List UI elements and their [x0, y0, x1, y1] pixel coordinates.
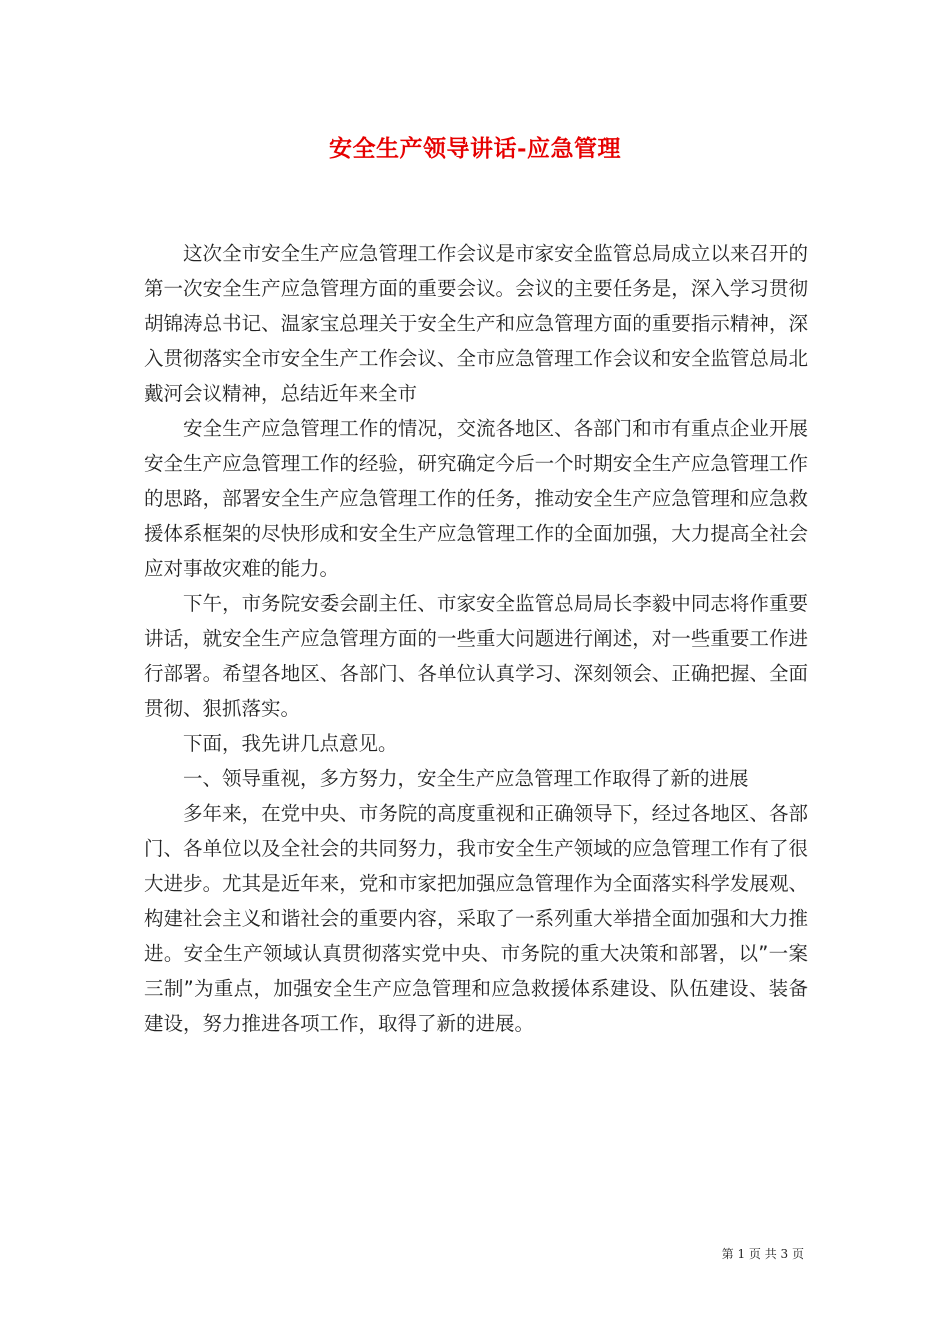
page-number-footer: 第 1 页 共 3 页	[721, 1247, 804, 1261]
paragraph-2: 安全生产应急管理工作的情况，交流各地区、各部门和市有重点企业开展安全生产应急管理工作的经验，研究确定今后一个时期安全生产应急管理工作的思路，部署安全生产应急管理工作的任务，推动安全生产应急管理和应急救援体系框架的尽快形成和安全生产应急管理工作的全面加强，大力提高全社会应对事故灾难的能力。	[144, 417, 808, 580]
section-heading-1: 一、领导重视，多方努力，安全生产应急管理工作取得了新的进展	[183, 767, 749, 790]
paragraph-1: 这次全市安全生产应急管理工作会议是市家安全监管总局成立以来召开的第一次安全生产应急管理方面的重要会议。会议的主要任务是，深入学习贯彻胡锦涛总书记、温家宝总理关于安全生产和应急管理方面的重要指示精神，深入贯彻落实全市安全生产工作会议、全市应急管理工作会议和安全监管总局北戴河会议精神，总结近年来全市	[144, 242, 808, 405]
document-body	[144, 236, 808, 1041]
paragraph-5: 多年来，在党中央、市务院的高度重视和正确领导下，经过各地区、各部门、各单位以及全社会的共同努力，我市安全生产领域的应急管理工作有了很大进步。尤其是近年来，党和市家把加强应急管理作为全面落实科学发展观、构建社会主义和谐社会的重要内容，采取了一系列重大举措全面加强和大力推进。安全生产领域认真贯彻落实党中央、市务院的重大决策和部署，以”一案三制”为重点，加强安全生产应急管理和应急救援体系建设、队伍建设、装备建设，努力推进各项工作，取得了新的进展。	[144, 802, 808, 1035]
paragraph-4: 下面，我先讲几点意见。	[183, 732, 398, 755]
paragraph-3: 下午，市务院安委会副主任、市家安全监管总局局长李毅中同志将作重要讲话，就安全生产应急管理方面的一些重大问题进行阐述，对一些重要工作进行部署。希望各地区、各部门、各单位认真学习、深刻领会、正确把握、全面贯彻、狠抓落实。	[144, 592, 808, 720]
document-title: 安全生产领导讲话-应急管理	[328, 135, 622, 162]
